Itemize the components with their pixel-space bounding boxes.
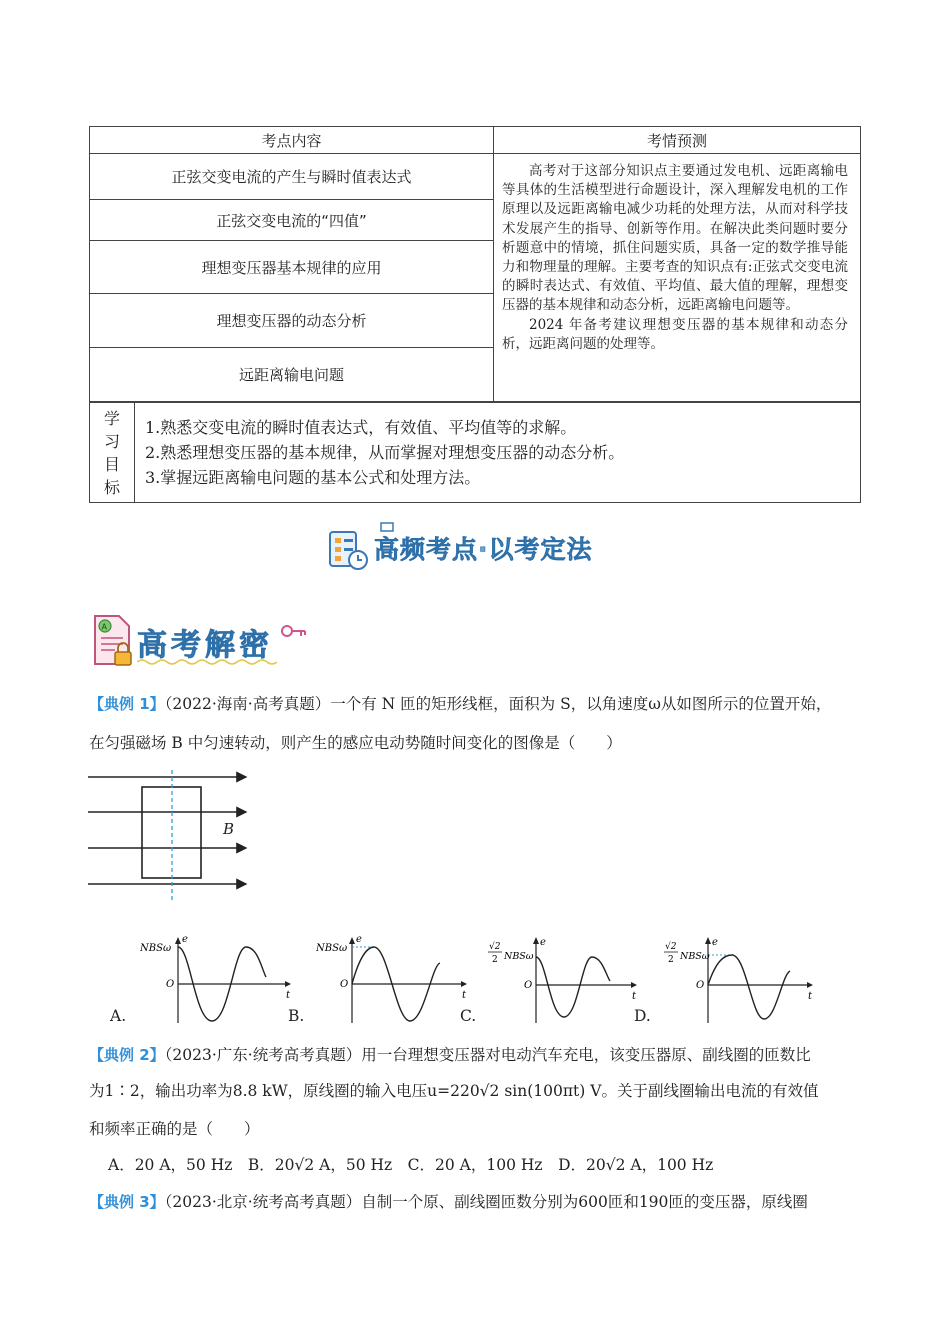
- graph-option-c: [486, 935, 646, 1027]
- example-3-source: （2023·北京·统考高考真题）: [164, 1193, 362, 1211]
- example-2-options: A．20 A，50 Hz B．20√2 A，50 Hz C．20 A，100 Hz D．20√2 A，100 Hz: [108, 1156, 714, 1174]
- example-1-line-1: [89, 688, 869, 721]
- goals-table: [89, 402, 861, 503]
- graph-options: [110, 935, 830, 1030]
- svg-text:e: e: [182, 935, 188, 945]
- example-2-text: 用一台理想变压器对电动汽车充电，该变压器原、副线圈的匝数比: [361, 1046, 811, 1064]
- wavy-underline: [137, 658, 277, 666]
- example-3-text: 自制一个原、副线圈匝数分别为600匝和190匝的变压器，原线圈: [361, 1193, 808, 1211]
- example-1-tag: 【典例 1】: [89, 695, 165, 713]
- svg-text:O: O: [524, 980, 533, 991]
- goal-item: 3.掌握远距离输电问题的基本公式和处理方法。: [145, 468, 481, 487]
- graph-option-d: [662, 935, 822, 1027]
- svg-text:2: 2: [492, 955, 498, 965]
- svg-text:t: t: [462, 990, 467, 1001]
- svg-text:NBSω: NBSω: [504, 951, 534, 962]
- example-3-line-1: [89, 1186, 869, 1219]
- svg-text:e: e: [712, 937, 718, 948]
- forecast-cell: [494, 154, 861, 402]
- example-2-line-1: [89, 1039, 869, 1072]
- document-lock-icon: [91, 614, 135, 668]
- svg-text:B: B: [223, 820, 235, 838]
- svg-text:NBSω: NBSω: [680, 951, 710, 962]
- forecast-paragraph-1: 高考对于这部分知识点主要通过发电机、远距离输电等具体的生活模型进行命题设计，深入理解发电机的工作原理以及远距离输电减少功耗的处理方法，从而对科学技术发展产生的指导、创新等作用。在解决此类问题时要分析题意中的情境，抓住问题实质，具备一定的数学推导能力和物理量的理解。主要考查的知识点有:正弦式交变电流的瞬时表达式、有效值、平均值、最大值的理解，理想变压器的基本规律和动态分析，远距离输电问题等。: [502, 163, 848, 314]
- section-title: 高考解密: [137, 628, 273, 663]
- goal-list: [135, 403, 861, 503]
- example-3-tag: 【典例 3】: [89, 1193, 165, 1211]
- svg-text:NBSω: NBSω: [140, 943, 172, 954]
- svg-text:A: A: [101, 622, 107, 632]
- option-b-label: B.: [288, 1007, 305, 1025]
- svg-text:e: e: [540, 937, 546, 948]
- option-a-label: A.: [110, 1007, 127, 1025]
- topic-2: 正弦交变电流的“四值”: [90, 200, 494, 241]
- svg-text:t: t: [286, 990, 291, 1001]
- coil-in-field-figure: [86, 768, 256, 904]
- checklist-clock-icon: [326, 526, 372, 572]
- topic-3: 理想变压器基本规律的应用: [90, 241, 494, 294]
- svg-text:O: O: [166, 979, 175, 990]
- section-header: [91, 612, 311, 672]
- topic-1: 正弦交变电流的产生与瞬时值表达式: [90, 154, 494, 200]
- svg-text:t: t: [632, 991, 637, 1002]
- goal-item: 1.熟悉交变电流的瞬时值表达式，有效值、平均值等的求解。: [145, 418, 577, 437]
- header-forecast: 考情预测: [494, 127, 861, 154]
- option-c-label: C.: [460, 1007, 477, 1025]
- forecast-paragraph-2: 2024 年备考建议理想变压器的基本规律和动态分析，远距离问题的处理等。: [502, 316, 848, 352]
- svg-text:O: O: [340, 979, 349, 990]
- example-1-source: （2022·海南·高考真题）: [164, 695, 331, 713]
- topic-4: 理想变压器的动态分析: [90, 294, 494, 348]
- example-1-line-2: 在匀强磁场 B 中匀速转动，则产生的感应电动势随时间变化的图像是（ ）: [89, 734, 622, 752]
- graph-option-a: [140, 935, 300, 1027]
- svg-text:t: t: [808, 991, 813, 1002]
- goal-label: 学 习 目 标: [90, 403, 135, 503]
- example-2-line-3: 和频率正确的是（ ）: [89, 1120, 260, 1138]
- svg-text:√2: √2: [665, 942, 677, 952]
- svg-text:NBSω: NBSω: [316, 943, 348, 954]
- example-1-text: 一个有 N 匝的矩形线框，面积为 S，以角速度ω从如图所示的位置开始，: [330, 695, 832, 713]
- graph-option-b: [316, 935, 476, 1027]
- svg-text:2: 2: [668, 955, 674, 965]
- example-2-source: （2023·广东·统考高考真题）: [164, 1046, 362, 1064]
- svg-text:e: e: [356, 935, 362, 945]
- exam-table: [89, 126, 861, 402]
- topic-5: 远距离输电问题: [90, 348, 494, 402]
- high-frequency-banner: [326, 524, 626, 572]
- option-d-label: D.: [634, 1007, 651, 1025]
- banner-title: 高频考点·以考定法: [374, 535, 593, 564]
- header-topics: 考点内容: [90, 127, 494, 154]
- svg-text:O: O: [696, 980, 705, 991]
- goal-item: 2.熟悉理想变压器的基本规律，从而掌握对理想变压器的动态分析。: [145, 443, 625, 462]
- svg-text:√2: √2: [489, 942, 501, 952]
- example-2-tag: 【典例 2】: [89, 1046, 165, 1064]
- example-2-line-2: 为1∶2，输出功率为8.8 kW，原线圈的输入电压u=220√2 sin(100πt) V。关于副线圈输出电流的有效值: [89, 1082, 819, 1100]
- key-icon: [281, 620, 307, 642]
